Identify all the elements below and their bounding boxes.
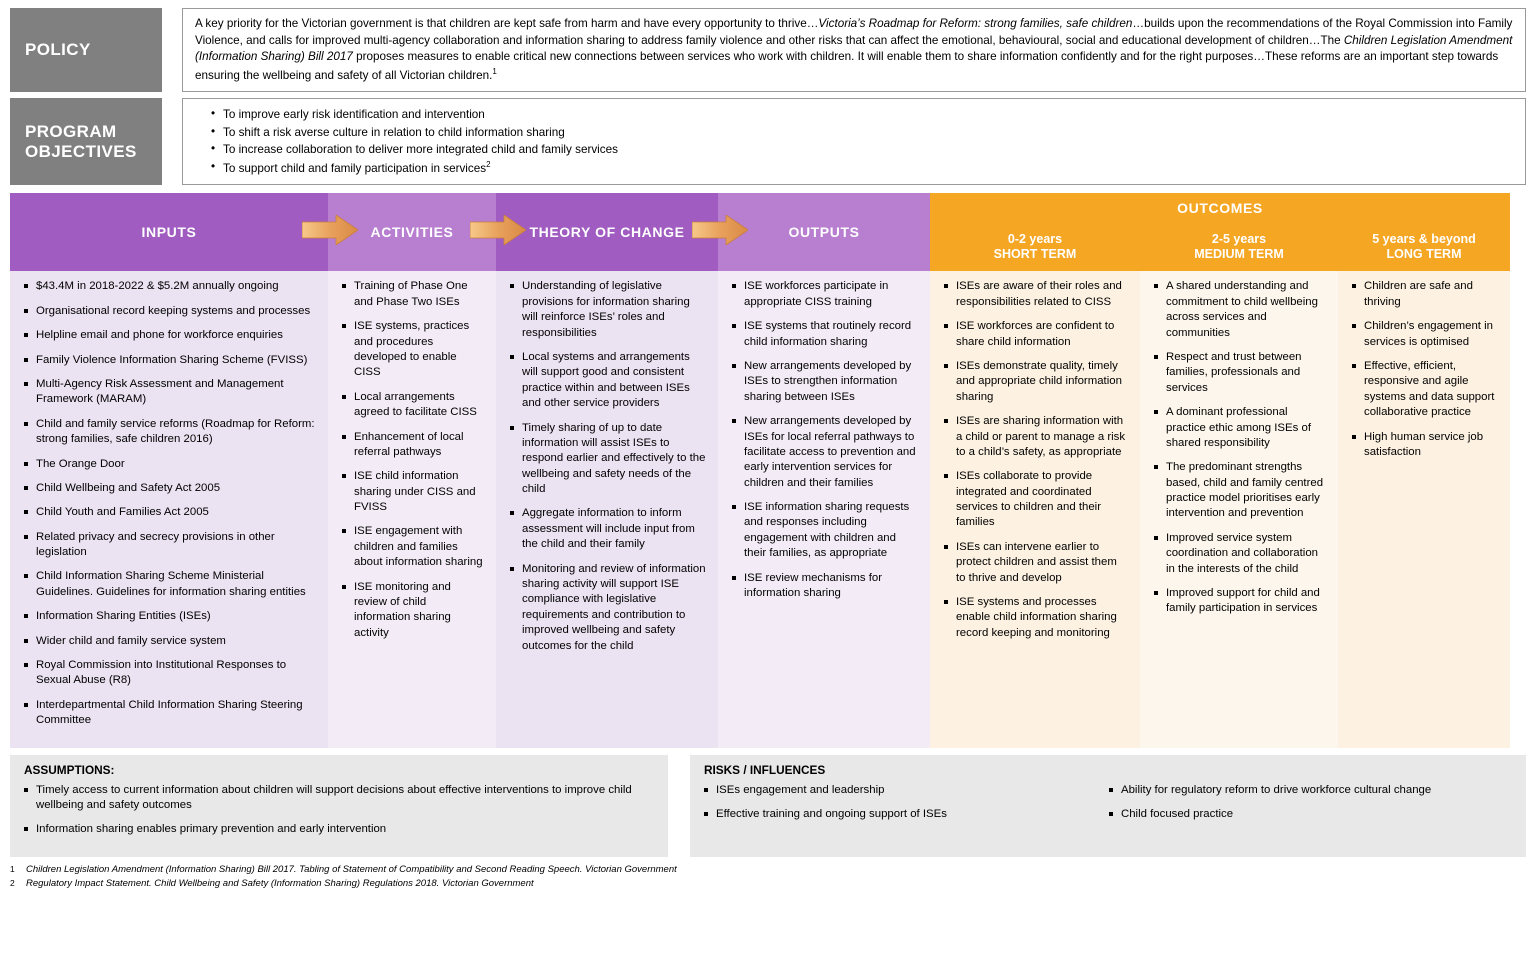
column-outputs-body: [718, 271, 930, 747]
list-item: Local systems and arrangements will support good and consistent practice within and between ISEs and other service providers: [510, 350, 706, 412]
activities-list: [342, 279, 484, 641]
outcomes-group: [930, 193, 1510, 747]
list-item: Timely sharing of up to date information will assist ISEs to respond earlier and effectively to the wellbeing and safety needs of the child: [510, 421, 706, 498]
list-item: ISE systems that routinely record child information sharing: [732, 319, 918, 350]
list-item: A shared understanding and commitment to child wellbeing across services and communities: [1154, 279, 1326, 341]
footnote-1-number: 1: [10, 863, 15, 874]
risks-columns: [704, 783, 1514, 832]
column-theory-body: [496, 271, 718, 747]
footnotes: [10, 863, 1526, 891]
risks-title: RISKS / INFLUENCES: [704, 762, 826, 777]
list-item: Information Sharing Entities (ISEs): [24, 609, 316, 624]
list-item: Helpline email and phone for workforce enquiries: [24, 328, 316, 343]
outcomes-short-header: [930, 223, 1140, 271]
footnote-2-number: 2: [10, 877, 15, 888]
list-item: Royal Commission into Institutional Responses to Sexual Abuse (R8): [24, 658, 316, 689]
list-item: • To shift a risk averse culture in relation to child information sharing: [211, 124, 1515, 142]
list-item: Organisational record keeping systems and processes: [24, 304, 316, 319]
outcomes-long-years: 5 years & beyond: [1372, 231, 1476, 246]
footnote-1: [10, 863, 1526, 877]
program-objectives-row: [10, 98, 1526, 185]
risks-list-left: [704, 783, 1109, 823]
list-item: ISEs collaborate to provide integrated and coordinated services to children and their families: [944, 469, 1128, 531]
policy-text-part2: …builds upon the recommendations of the Royal Commission into Family Violence, and calls for improved multi-agency collaboration and information sharing to address family violence and other risks that can affect the emotional, behavioural, social and educational development of children…The: [195, 17, 1513, 47]
outcomes-medium-years: 2-5 years: [1211, 231, 1267, 246]
outcomes-short-term: SHORT TERM: [993, 247, 1077, 262]
column-outputs: [718, 193, 930, 747]
policy-text-part1: A key priority for the Victorian government is that children are kept safe from harm and have every opportunity to thrive…: [195, 17, 819, 30]
list-item: Related privacy and secrecy provisions in other legislation: [24, 530, 316, 561]
list-item: Child Information Sharing Scheme Ministerial Guidelines. Guidelines for information sharing entities: [24, 569, 316, 600]
list-item: Information sharing enables primary prevention and early intervention: [24, 822, 656, 837]
column-outcomes-long: [1338, 271, 1510, 747]
list-item: Respect and trust between families, professionals and services: [1154, 350, 1326, 396]
assumptions-title: ASSUMPTIONS:: [24, 762, 115, 777]
list-item: Children are safe and thriving: [1352, 279, 1498, 310]
column-outcomes-short: [930, 271, 1140, 747]
list-item: Effective training and ongoing support of ISEs: [704, 807, 1109, 822]
list-item: Interdepartmental Child Information Sharing Steering Committee: [24, 698, 316, 729]
risks-column-right: [1109, 783, 1514, 832]
outcomes-long-term: LONG TERM: [1386, 247, 1462, 262]
column-theory-header: THEORY OF CHANGE: [496, 193, 718, 271]
risks-list-right: [1109, 783, 1514, 823]
list-item: Children’s engagement in services is optimised: [1352, 319, 1498, 350]
list-item: ISE monitoring and review of child information sharing activity: [342, 580, 484, 642]
policy-text: [182, 8, 1526, 92]
list-item: The predominant strengths based, child and family centred practice model prioritises early intervention and prevention: [1154, 460, 1326, 522]
arrow-inputs-to-activities: [302, 215, 358, 245]
policy-text-part3: proposes measures to enable critical new connections between services who work with children. It will enable them to share information confidently and for the right purposes…These reforms are an important step towards ensuring the wellbeing and safety of all Victorian children.: [195, 50, 1499, 82]
list-item: Effective, efficient, responsive and agile systems and data support collaborative practice: [1352, 359, 1498, 421]
list-item: $43.4M in 2018-2022 & $5.2M annually ongoing: [24, 279, 316, 294]
outcomes-long-header: [1338, 223, 1510, 271]
footnote-1-text: Children Legislation Amendment (Information Sharing) Bill 2017. Tabling of Statement of Compatibility and Second Reading Speech. Victorian Government: [26, 863, 677, 875]
outcomes-short-years: 0-2 years: [1007, 231, 1063, 246]
column-inputs-header: INPUTS: [10, 193, 328, 271]
footnote-2: [10, 877, 1526, 891]
policy-text-italic1: Victoria’s Roadmap for Reform: strong families, safe children: [818, 17, 1133, 30]
list-item: ISEs can intervene earlier to protect children and assist them to thrive and develop: [944, 540, 1128, 586]
list-item: ISE engagement with children and families about information sharing: [342, 524, 484, 570]
logic-model-columns: [10, 193, 1526, 747]
list-item: Enhancement of local referral pathways: [342, 430, 484, 461]
column-outcomes-medium: [1140, 271, 1338, 747]
outcomes-medium-header: [1140, 223, 1338, 271]
list-item: Child focused practice: [1109, 807, 1514, 822]
list-item: Family Violence Information Sharing Scheme (FVISS): [24, 353, 316, 368]
risks-column-left: [704, 783, 1109, 832]
inputs-list: [24, 279, 316, 728]
list-item: Local arrangements agreed to facilitate CISS: [342, 390, 484, 421]
arrow-theory-to-outputs: [692, 215, 748, 245]
list-item: Child and family service reforms (Roadmap for Reform: strong families, safe children 2016): [24, 417, 316, 448]
list-item: A dominant professional practice ethic among ISEs of shared responsibility: [1154, 405, 1326, 451]
column-activities-body: [328, 271, 496, 747]
list-item: [211, 159, 1515, 177]
list-item: • To increase collaboration to deliver more integrated child and family services: [211, 141, 1515, 159]
policy-row: [10, 8, 1526, 92]
list-item: ISEs are sharing information with a child or parent to manage a risk to a child’s safety, as appropriate: [944, 414, 1128, 460]
list-item: Aggregate information to inform assessment will include input from the child and their family: [510, 506, 706, 552]
program-objectives-label-line2: OBJECTIVES: [25, 141, 137, 161]
list-item: ISE review mechanisms for information sharing: [732, 571, 918, 602]
column-outcomes-long-body: [1338, 271, 1510, 747]
assumptions-list: [24, 783, 656, 838]
list-item: Ability for regulatory reform to drive workforce cultural change: [1109, 783, 1514, 798]
list-item: Improved support for child and family participation in services: [1154, 586, 1326, 617]
list-item: ISE systems and processes enable child information sharing record keeping and monitoring: [944, 595, 1128, 641]
policy-text-italic2: Children Legislation Amendment (Information Sharing) Bill 2017: [195, 33, 1513, 64]
column-outputs-header: OUTPUTS: [718, 193, 930, 271]
list-item: ISE information sharing requests and responses including engagement with children and their families, as appropriate: [732, 500, 918, 562]
list-item: ISE workforces participate in appropriate CISS training: [732, 279, 918, 310]
column-activities-header: ACTIVITIES: [328, 193, 496, 271]
outcomes-medium-list: [1154, 279, 1326, 616]
list-item: The Orange Door: [24, 457, 316, 472]
outcomes-title: OUTCOMES: [930, 193, 1510, 223]
outcomes-subheaders: [930, 223, 1510, 271]
column-inputs-body: [10, 271, 328, 747]
theory-list: [510, 279, 706, 654]
list-item: Understanding of legislative provisions for information sharing will reinforce ISEs’ roles and responsibilities: [510, 279, 706, 341]
assumptions-box: [10, 755, 668, 857]
list-item: Monitoring and review of information sharing activity will support ISE compliance with legislative requirements and contribution to improved wellbeing and safety outcomes for the child: [510, 562, 706, 654]
list-item: Improved service system coordination and collaboration in the interests of the child: [1154, 531, 1326, 577]
list-item: High human service job satisfaction: [1352, 430, 1498, 461]
risks-box: [690, 755, 1526, 857]
list-item: Multi-Agency Risk Assessment and Management Framework (MARAM): [24, 377, 316, 408]
column-inputs: [10, 193, 328, 747]
column-outcomes-medium-body: [1140, 271, 1338, 747]
program-objectives-label: [10, 98, 162, 185]
policy-label: POLICY: [10, 8, 162, 92]
list-item: Child Wellbeing and Safety Act 2005: [24, 481, 316, 496]
list-item: Timely access to current information about children will support decisions about effective interventions to improve child wellbeing and safety outcomes: [24, 783, 656, 814]
arrow-activities-to-theory: [470, 215, 526, 245]
list-item: Training of Phase One and Phase Two ISEs: [342, 279, 484, 310]
column-outcomes-short-body: [930, 271, 1140, 747]
objectives-footnote-marker: 2: [486, 159, 491, 169]
list-item: ISEs engagement and leadership: [704, 783, 1109, 798]
list-item: ISE workforces are confident to share child information: [944, 319, 1128, 350]
list-item: New arrangements developed by ISEs to strengthen information sharing between ISEs: [732, 359, 918, 405]
policy-footnote-marker: 1: [492, 66, 497, 76]
column-theory-of-change: [496, 193, 718, 747]
list-item: ISE child information sharing under CISS and FVISS: [342, 469, 484, 515]
footnote-2-text: Regulatory Impact Statement. Child Wellbeing and Safety (Information Sharing) Regulations 2018. Victorian Government: [26, 877, 534, 889]
list-item: • To improve early risk identification and intervention: [211, 106, 1515, 124]
column-activities: [328, 193, 496, 747]
program-objectives-label-line1: PROGRAM: [25, 122, 117, 142]
outcomes-medium-term: MEDIUM TERM: [1194, 247, 1284, 262]
list-item: ISEs demonstrate quality, timely and appropriate child information sharing: [944, 359, 1128, 405]
bottom-boxes: [10, 755, 1526, 857]
outcomes-short-list: [944, 279, 1128, 641]
program-objectives-text: [182, 98, 1526, 185]
outputs-list: [732, 279, 918, 601]
list-item: Child Youth and Families Act 2005: [24, 505, 316, 520]
list-item-text: To support child and family participation in services: [223, 161, 487, 175]
list-item: New arrangements developed by ISEs for local referral pathways to facilitate access to prevention and early intervention services for children and their families: [732, 414, 918, 491]
list-item: ISE systems, practices and procedures developed to enable CISS: [342, 319, 484, 381]
program-objectives-list: [195, 106, 1515, 177]
list-item: ISEs are aware of their roles and responsibilities related to CISS: [944, 279, 1128, 310]
list-item: Wider child and family service system: [24, 634, 316, 649]
outcomes-long-list: [1352, 279, 1498, 460]
